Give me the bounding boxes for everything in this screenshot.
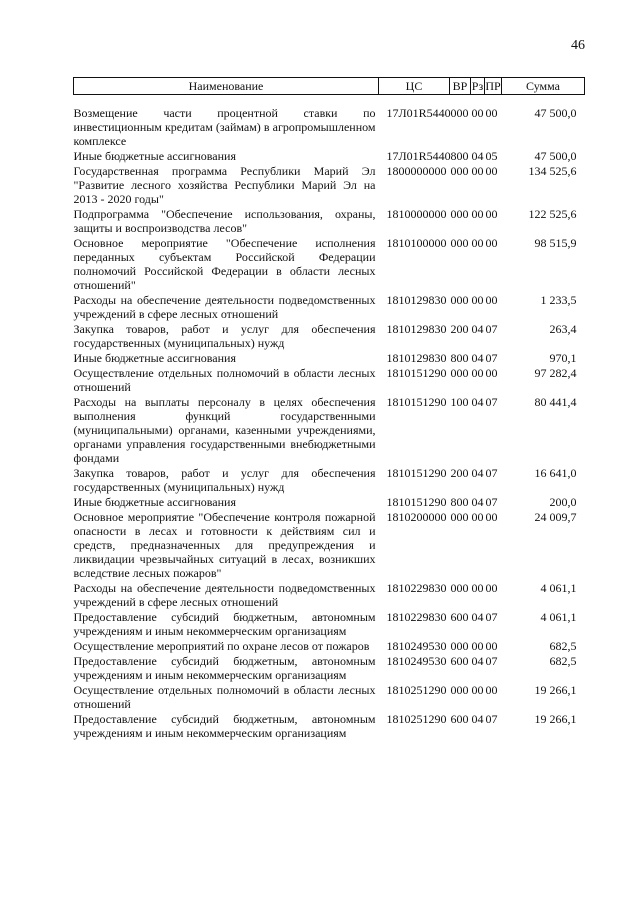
row-rz-cell: 00 [471, 510, 484, 524]
row-vr-cell: 000 [450, 510, 469, 524]
row-pr-cell: 07 [485, 466, 498, 480]
row-pr-cell: 00 [485, 164, 498, 178]
header-rz: Рз [471, 79, 484, 93]
row-cs-cell: 1810251290 [386, 712, 447, 726]
row-sum-cell: 47 500,0 [534, 149, 577, 163]
row-sum-cell: 19 266,1 [534, 712, 577, 726]
row-cs-cell: 1810229830 [386, 581, 447, 595]
table-row [74, 351, 585, 366]
table-row [74, 581, 585, 610]
row-pr-cell: 00 [485, 207, 498, 221]
row-pr-cell: 07 [485, 654, 498, 668]
row-vr-cell: 600 [450, 654, 469, 668]
row-name-cell: Закупка товаров, работ и услуг для обеспечения государственных (муниципальных) нужд [73, 322, 376, 350]
row-rz-cell: 00 [471, 164, 484, 178]
table-body [74, 95, 585, 742]
row-rz-cell: 00 [471, 236, 484, 250]
row-vr-cell: 800 [450, 495, 469, 509]
row-name-cell: Подпрограмма "Обеспечение использования, охраны, защиты и воспроизводства лесов" [73, 207, 376, 235]
table-row [74, 610, 585, 639]
row-name-cell: Иные бюджетные ассигнования [73, 495, 236, 509]
row-pr-cell: 07 [485, 395, 498, 409]
table-row [74, 149, 585, 164]
row-pr-cell: 07 [485, 610, 498, 624]
row-cs-cell: 1810000000 [386, 207, 447, 221]
row-pr-cell: 00 [485, 639, 498, 653]
row-sum-cell: 682,5 [549, 639, 577, 653]
row-name-cell: Иные бюджетные ассигнования [73, 149, 236, 163]
row-rz-cell: 04 [471, 351, 484, 365]
row-cs-cell: 1810129830 [386, 293, 447, 307]
budget-table [73, 77, 585, 741]
header-sum: Сумма [502, 78, 585, 95]
table-row [74, 322, 585, 351]
row-rz-cell: 04 [471, 149, 484, 163]
row-rz-cell: 04 [471, 466, 484, 480]
row-cs-cell: 1810249530 [386, 654, 447, 668]
row-vr-cell: 100 [450, 395, 469, 409]
table-row [74, 293, 585, 322]
row-vr-cell: 000 [450, 683, 469, 697]
row-name-cell: Расходы на обеспечение деятельности подведомственных учреждений в сфере лесных отношений [73, 293, 376, 321]
row-cs-cell: 1810129830 [386, 351, 447, 365]
row-rz-cell: 04 [471, 395, 484, 409]
row-cs-cell: 1810151290 [386, 395, 447, 409]
table-row [74, 207, 585, 236]
table-row [74, 639, 585, 654]
row-cs-cell: 1810151290 [386, 466, 447, 480]
row-sum-cell: 19 266,1 [534, 683, 577, 697]
row-sum-cell: 200,0 [549, 495, 577, 509]
row-pr-cell: 00 [485, 236, 498, 250]
row-rz-cell: 04 [471, 610, 484, 624]
row-cs-cell: 1810100000 [386, 236, 447, 250]
row-name-cell: Осуществление отдельных полномочий в области лесных отношений [73, 366, 376, 394]
row-rz-cell: 04 [471, 654, 484, 668]
row-name-cell: Осуществление мероприятий по охране лесов от пожаров [73, 639, 370, 653]
row-rz-cell: 00 [471, 207, 484, 221]
row-rz-cell: 00 [471, 581, 484, 595]
row-name-cell: Основное мероприятие "Обеспечение контроля пожарной опасности в лесах и готовности к действиям сил и средств, предназначенных для предупреждения и ликвидации чрезвычайных ситуаций в лесах, возникших вследствие лесных пожаров" [73, 510, 376, 580]
row-rz-cell: 04 [471, 322, 484, 336]
row-cs-cell: 1810129830 [386, 322, 447, 336]
row-sum-cell: 4 061,1 [540, 610, 577, 624]
row-vr-cell: 200 [450, 466, 469, 480]
row-sum-cell: 80 441,4 [534, 395, 577, 409]
row-name-cell: Основное мероприятие "Обеспечение исполнения переданных субъектам Российской Федерации полномочий Российской Федерации в области лесных отношений" [73, 236, 376, 292]
row-pr-cell: 00 [485, 106, 498, 120]
row-sum-cell: 24 009,7 [534, 510, 577, 524]
row-sum-cell: 263,4 [549, 322, 577, 336]
table-row [74, 495, 585, 510]
row-rz-cell: 00 [471, 293, 484, 307]
row-name-cell: Расходы на обеспечение деятельности подведомственных учреждений в сфере лесных отношений [73, 581, 376, 609]
row-pr-cell: 07 [485, 495, 498, 509]
table-row [74, 366, 585, 395]
row-name-cell: Закупка товаров, работ и услуг для обеспечения государственных (муниципальных) нужд [73, 466, 376, 494]
row-sum-cell: 1 233,5 [540, 293, 577, 307]
page-number: 46 [571, 38, 585, 53]
row-rz-cell: 00 [471, 106, 484, 120]
row-vr-cell: 000 [450, 366, 469, 380]
row-vr-cell: 000 [450, 293, 469, 307]
row-vr-cell: 000 [450, 207, 469, 221]
table-row [74, 395, 585, 466]
row-pr-cell: 07 [485, 351, 498, 365]
row-pr-cell: 00 [485, 581, 498, 595]
table-row [74, 466, 585, 495]
row-pr-cell: 00 [485, 293, 498, 307]
row-rz-cell: 00 [471, 366, 484, 380]
row-name-cell: Предоставление субсидий бюджетным, автономным учреждениям и иным некоммерческим организациям [73, 610, 376, 638]
row-sum-cell: 122 525,6 [528, 207, 577, 221]
row-name-cell: Иные бюджетные ассигнования [73, 351, 236, 365]
row-rz-cell: 04 [471, 712, 484, 726]
row-vr-cell: 000 [450, 236, 469, 250]
row-cs-cell: 17Л01R5440 [386, 106, 451, 120]
row-vr-cell: 200 [450, 322, 469, 336]
row-name-cell: Государственная программа Республики Марий Эл "Развитие лесного хозяйства Республики Марий Эл на 2013 - 2020 годы" [73, 164, 376, 206]
row-sum-cell: 98 515,9 [534, 236, 577, 250]
row-cs-cell: 1810229830 [386, 610, 447, 624]
table-row [74, 106, 585, 149]
row-sum-cell: 16 641,0 [534, 466, 577, 480]
row-vr-cell: 000 [450, 106, 469, 120]
row-cs-cell: 1810251290 [386, 683, 447, 697]
row-name-cell: Предоставление субсидий бюджетным, автономным учреждениям и иным некоммерческим организациям [73, 654, 376, 682]
row-pr-cell: 00 [485, 683, 498, 697]
row-cs-cell: 17Л01R5440 [386, 149, 451, 163]
row-vr-cell: 000 [450, 164, 469, 178]
row-cs-cell: 1810151290 [386, 495, 447, 509]
row-sum-cell: 4 061,1 [540, 581, 577, 595]
table-row [74, 683, 585, 712]
table-row [74, 164, 585, 207]
row-cs-cell: 1810200000 [386, 510, 447, 524]
row-vr-cell: 000 [450, 639, 469, 653]
header-cs: ЦС [379, 78, 450, 95]
row-sum-cell: 134 525,6 [528, 164, 577, 178]
row-sum-cell: 97 282,4 [534, 366, 577, 380]
row-vr-cell: 600 [450, 712, 469, 726]
row-pr-cell: 00 [485, 510, 498, 524]
row-rz-cell: 00 [471, 639, 484, 653]
row-name-cell: Возмещение части процентной ставки по инвестиционным кредитам (займам) в агропромышленном комплексе [73, 106, 376, 148]
row-pr-cell: 07 [485, 712, 498, 726]
row-cs-cell: 1810249530 [386, 639, 447, 653]
row-vr-cell: 800 [450, 351, 469, 365]
row-name-cell: Расходы на выплаты персоналу в целях обеспечения выполнения функций государственными (муниципальными) органами, казенными учреждениями, органами управления государственными внебюджетными фондами [73, 395, 376, 465]
row-name-cell: Осуществление отдельных полномочий в области лесных отношений [73, 683, 376, 711]
row-name-cell: Предоставление субсидий бюджетным, автономным учреждениям и иным некоммерческим организациям [73, 712, 376, 740]
header-name: Наименование [74, 78, 379, 95]
header-vr: ВР [450, 78, 471, 95]
table-row [74, 510, 585, 581]
row-pr-cell: 05 [485, 149, 498, 163]
row-sum-cell: 970,1 [549, 351, 577, 365]
row-rz-cell: 00 [471, 683, 484, 697]
table-row [74, 654, 585, 683]
header-pr: ПР [485, 79, 501, 93]
table-header-row [74, 78, 585, 95]
row-rz-cell: 04 [471, 495, 484, 509]
row-sum-cell: 682,5 [549, 654, 577, 668]
row-cs-cell: 1810151290 [386, 366, 447, 380]
row-pr-cell: 07 [485, 322, 498, 336]
row-cs-cell: 1800000000 [386, 164, 447, 178]
row-sum-cell: 47 500,0 [534, 106, 577, 120]
row-pr-cell: 00 [485, 366, 498, 380]
table-row [74, 236, 585, 293]
row-vr-cell: 800 [450, 149, 469, 163]
row-vr-cell: 600 [450, 610, 469, 624]
table-row [74, 712, 585, 741]
row-vr-cell: 000 [450, 581, 469, 595]
